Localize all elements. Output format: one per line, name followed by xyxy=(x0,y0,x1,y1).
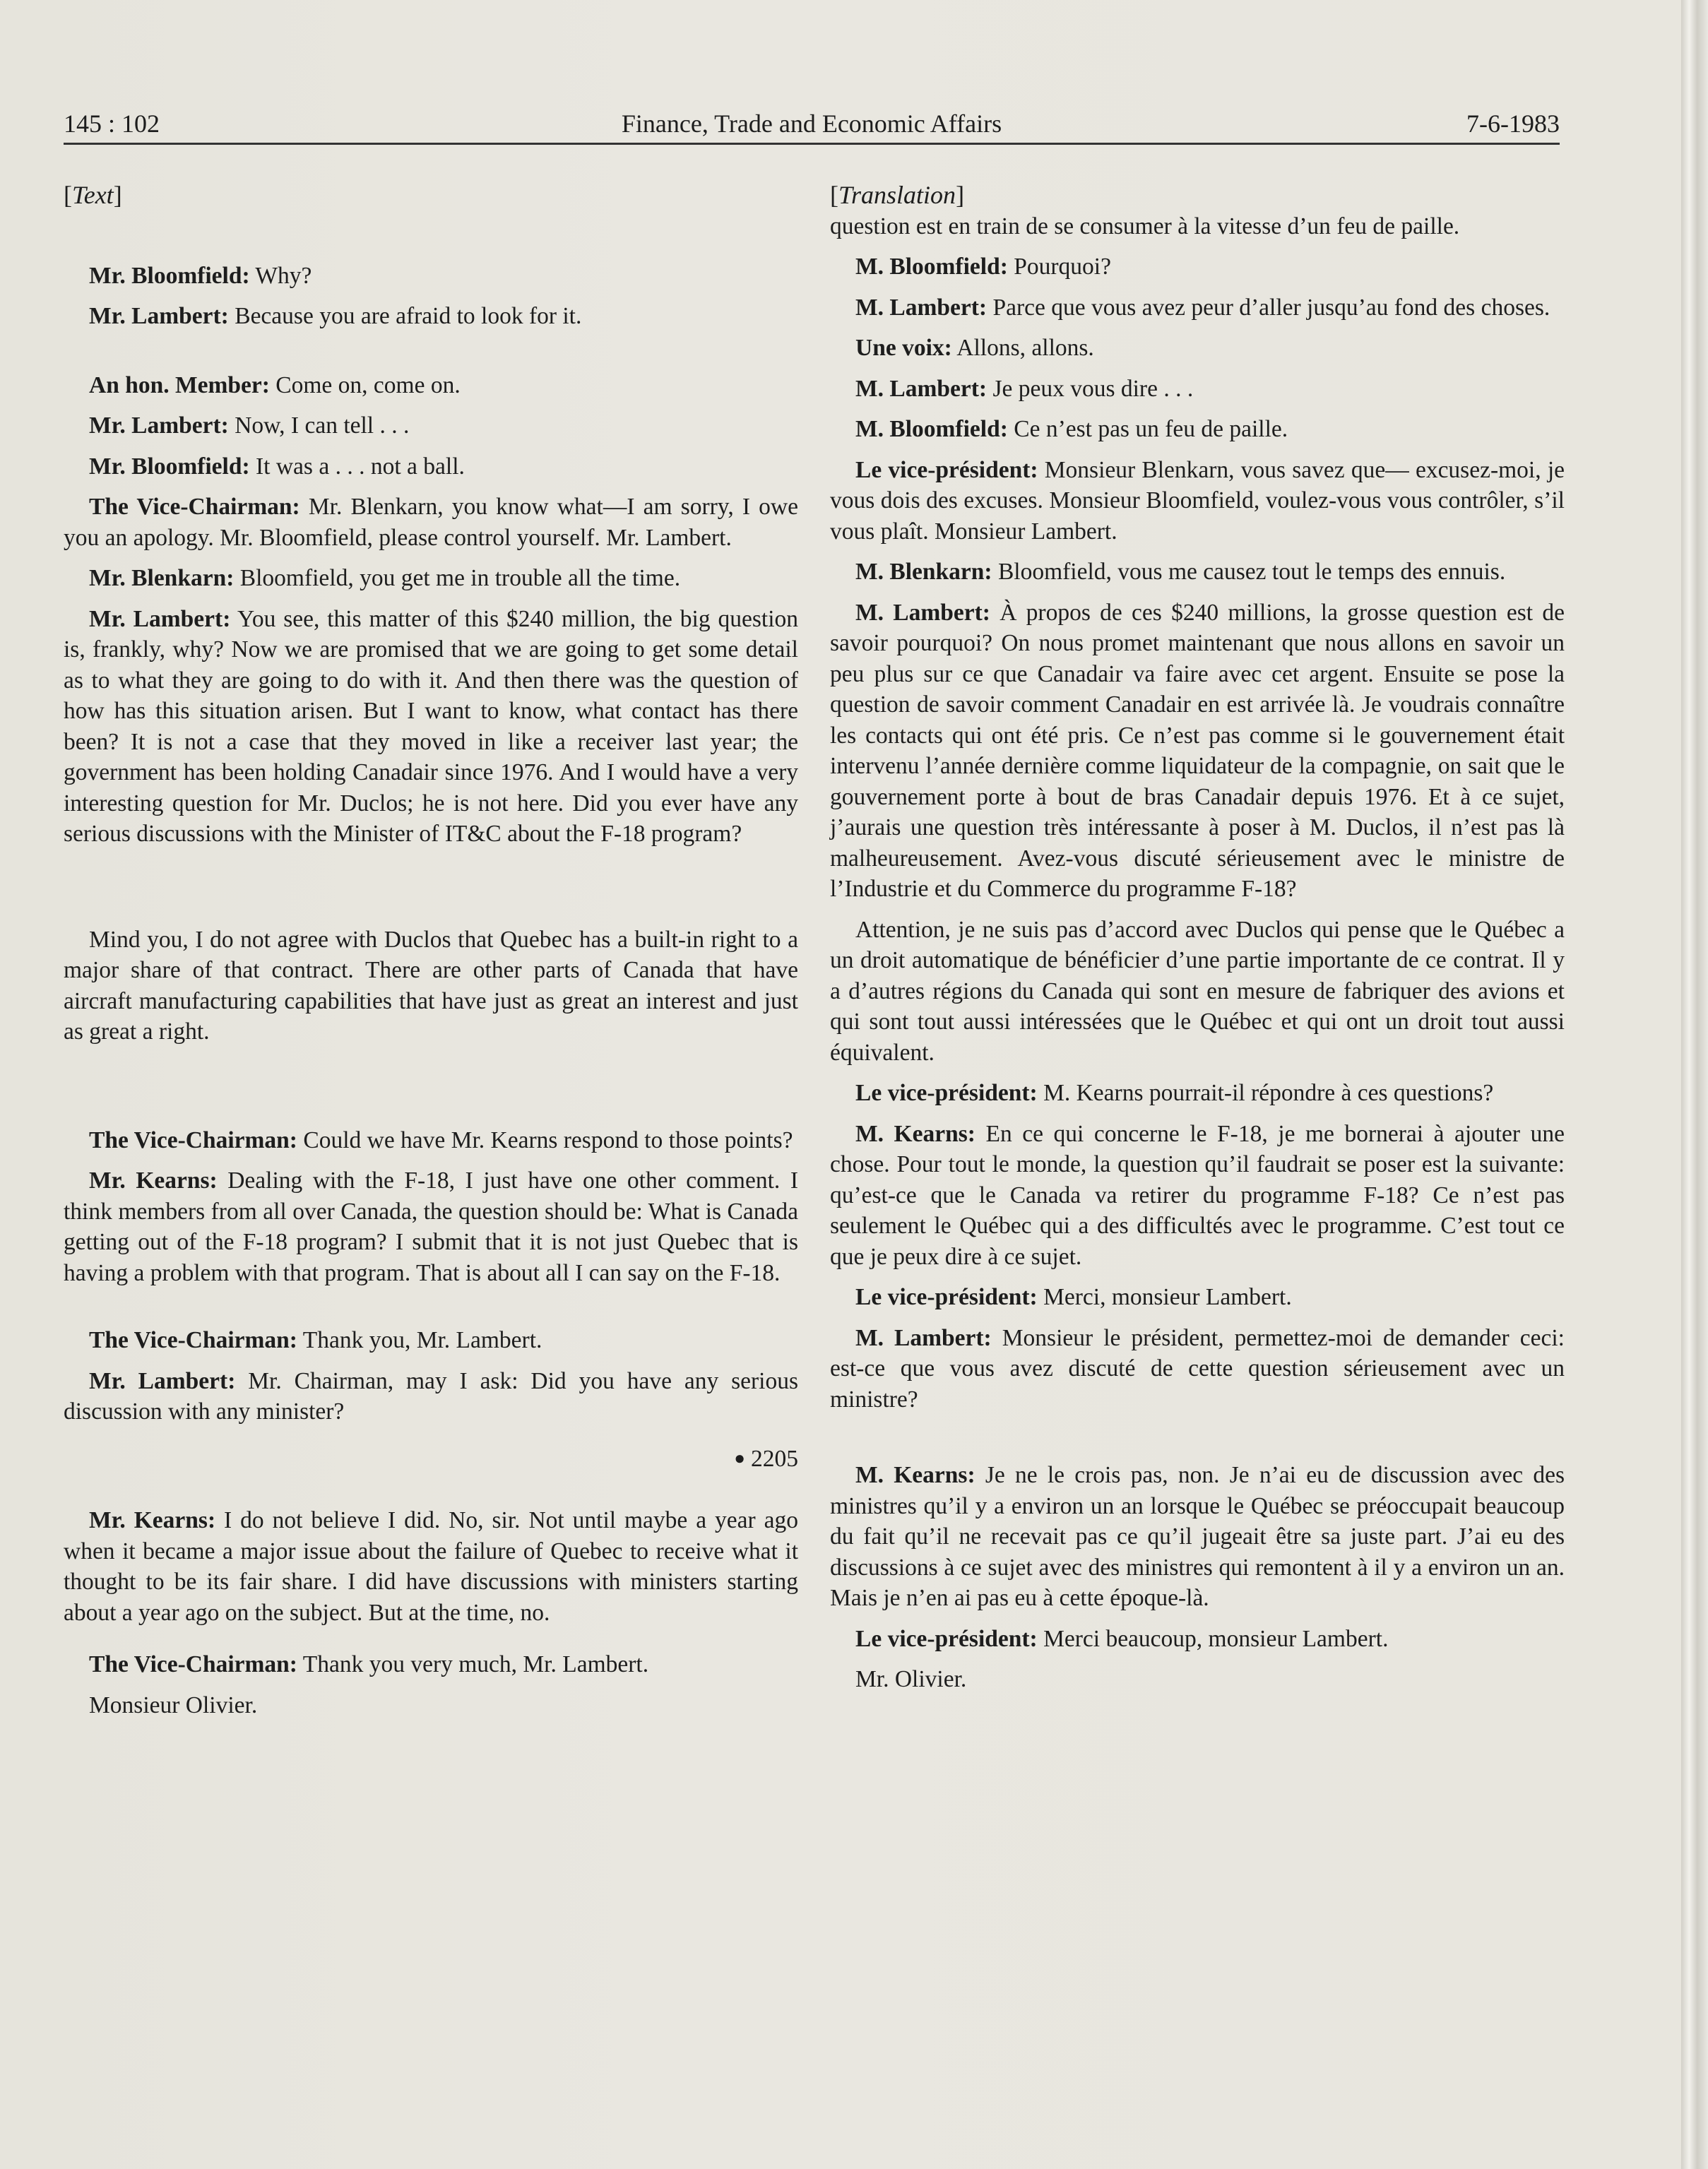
speech-text: Now, I can tell . . . xyxy=(228,412,410,439)
running-title: Finance, Trade and Economic Affairs xyxy=(621,109,1002,138)
speech-text: Monsieur Blenkarn, vous savez que— excusez-moi, je vous dois des excuses. Monsieur Bloomfield, voulez-vous vous contrôler, s’il vous plaît. Monsieur Lambert. xyxy=(830,456,1565,545)
speech-text: Mr. Chairman, may I ask: Did you have any serious discussion with any minister? xyxy=(64,1367,798,1425)
speech-paragraph xyxy=(830,211,1565,242)
speech-text: Parce que vous avez peur d’aller jusqu’au fond des choses. xyxy=(987,294,1550,321)
speech-paragraph xyxy=(64,492,798,553)
speaker-name: M. Bloomfield: xyxy=(855,416,1008,442)
speech-paragraph xyxy=(830,1078,1565,1109)
speech-text: Bloomfield, vous me causez tout le temps des ennuis. xyxy=(992,559,1506,585)
speech-text: Merci, monsieur Lambert. xyxy=(1037,1284,1292,1310)
page-number: 145 : 102 xyxy=(64,109,160,138)
speech-paragraph xyxy=(830,1624,1565,1655)
speech-paragraph xyxy=(64,451,798,482)
speech-paragraph xyxy=(64,563,798,594)
speech-paragraph xyxy=(830,1664,1565,1695)
speech-text: Could we have Mr. Kearns respond to those points? xyxy=(297,1127,793,1153)
speech-paragraph xyxy=(830,455,1565,547)
speech-paragraph xyxy=(830,374,1565,405)
speaker-name: The Vice-Chairman: xyxy=(89,1651,297,1677)
speech-text: Why? xyxy=(249,262,312,289)
speech-text: À propos de ces $240 millions, la grosse question est de savoir pourquoi? On nous promet maintenant que nous allons en savoir un peu plus sur ce que Canadair va faire avec cet argent. Ensuite se pose la question de savoir comment Canadair en est arrivée là. Je voudrais connaître les contacts qui ont été pris. Ce n’est pas comme si le gouvernement était intervenu l’année dernière comme liquidateur de la compagnie, on sait que le gouvernement porte à bout de bras Canadair depuis 1976. Et à ce sujet, j’aurais une question très intéressante à poser à M. Duclos, il n’est pas là malheureusement. Avez-vous discuté sérieusement avec le ministre de l’Industrie et du Commerce du programme F-18? xyxy=(830,599,1565,902)
speech-text: Pourquoi? xyxy=(1007,254,1111,280)
speech-text: I do not believe I did. No, sir. Not until maybe a year ago when it became a major issue about the failure of Quebec to receive what it thought to be its fair share. I did have discussions with ministers starting about a year ago on the subject. But at the time, no. xyxy=(64,1507,798,1626)
speaker-name: Mr. Bloomfield: xyxy=(89,262,250,289)
speech-text: Come on, come on. xyxy=(269,372,461,398)
speech-text: Je peux vous dire . . . xyxy=(987,375,1194,402)
text-column-french xyxy=(830,180,1565,1705)
speech-paragraph xyxy=(830,414,1565,445)
speech-text: It was a . . . not a ball. xyxy=(249,453,465,480)
speaker-name: Mr. Blenkarn: xyxy=(89,565,235,591)
speech-paragraph xyxy=(64,604,798,850)
speech-paragraph xyxy=(830,557,1565,588)
speech-paragraph xyxy=(830,1323,1565,1415)
speaker-name: Le vice-président: xyxy=(855,1080,1038,1106)
speaker-name: M. Kearns: xyxy=(855,1462,975,1488)
speaker-name: M. Blenkarn: xyxy=(855,559,992,585)
speech-paragraph xyxy=(830,598,1565,905)
speech-paragraph xyxy=(830,1119,1565,1273)
speech-paragraph xyxy=(64,1125,798,1156)
speech-paragraph xyxy=(64,410,798,441)
speech-paragraph xyxy=(64,1366,798,1427)
speech-text: Because you are afraid to look for it. xyxy=(228,303,582,329)
speech-text: Monsieur le président, permettez-moi de demander ceci: est-ce que vous avez discuté de cette question sérieusement avec un ministre? xyxy=(830,1324,1565,1413)
page-date: 7-6-1983 xyxy=(1466,109,1560,138)
speech-paragraph xyxy=(830,292,1565,323)
speaker-name: M. Kearns: xyxy=(855,1120,975,1147)
speech-paragraph xyxy=(64,1165,798,1288)
speaker-name: Le vice-président: xyxy=(855,456,1038,483)
speaker-name: The Vice-Chairman: xyxy=(89,494,300,520)
speech-text: Mr. Blenkarn, you know what—I am sorry, I owe you an apology. Mr. Bloomfield, please control yourself. Mr. Lambert. xyxy=(64,494,798,551)
speaker-name: Le vice-président: xyxy=(855,1284,1038,1310)
speech-paragraph xyxy=(830,1460,1565,1614)
speech-text: Thank you very much, Mr. Lambert. xyxy=(297,1651,649,1677)
speaker-name: Le vice-président: xyxy=(855,1625,1038,1652)
speech-paragraph xyxy=(64,1505,798,1628)
speech-text: M. Kearns pourrait-il répondre à ces questions? xyxy=(1037,1080,1494,1106)
speaker-name: Mr. Bloomfield: xyxy=(89,453,250,480)
speaker-name: Mr. Lambert: xyxy=(89,605,231,632)
speech-text: Mr. Olivier. xyxy=(855,1666,967,1692)
speaker-name: Mr. Lambert: xyxy=(89,1367,236,1394)
speech-text: Bloomfield, you get me in trouble all the time. xyxy=(234,565,681,591)
speech-text: Mind you, I do not agree with Duclos that Quebec has a built-in right to a major share of that contract. There are other parts of Canada that have aircraft manufacturing capabilities that have just as great an interest and just as great a right. xyxy=(64,926,798,1045)
speaker-name: The Vice-Chairman: xyxy=(89,1127,297,1153)
speaker-name: M. Lambert: xyxy=(855,599,990,626)
bullet-icon: ● xyxy=(734,1447,745,1468)
speech-text: question est en train de se consumer à la vitesse d’un feu de paille. xyxy=(830,213,1460,239)
speech-paragraph xyxy=(64,1649,798,1680)
speech-paragraph xyxy=(64,301,798,332)
speaker-name: M. Lambert: xyxy=(855,1324,992,1351)
speech-paragraph xyxy=(64,925,798,1047)
speaker-name: Une voix: xyxy=(855,335,952,361)
speaker-name: Mr. Kearns: xyxy=(89,1167,218,1194)
speech-text: Thank you, Mr. Lambert. xyxy=(297,1327,542,1353)
speech-paragraph xyxy=(830,333,1565,364)
speech-text: En ce qui concerne le F-18, je me bornerai à ajouter une chose. Pour tout le monde, la question qu’il faudrait se poser est la suivante: qu’est-ce que le Canada va retirer du programme F-18? Ce n’est pas seulement le Québec qui a des difficultés avec le programme. C’est tout ce que je peux dire à ce sujet. xyxy=(830,1120,1565,1270)
speech-paragraph xyxy=(830,1282,1565,1313)
speech-text: Attention, je ne suis pas d’accord avec Duclos qui pense que le Québec a un droit automatique de bénéficier d’une partie importante de ce contrat. Il y a d’autres régions du Canada qui sont en mesure de fabriquer des avions et qui sont tout aussi intéressées que le Québec et qui ont un droit tout aussi équivalent. xyxy=(830,916,1565,1066)
speech-paragraph xyxy=(830,915,1565,1069)
speech-text: Ce n’est pas un feu de paille. xyxy=(1007,416,1288,442)
column-label-text: [Text] xyxy=(64,181,122,209)
speaker-name: M. Bloomfield: xyxy=(855,254,1008,280)
speaker-name: An hon. Member: xyxy=(89,372,270,398)
speaker-name: The Vice-Chairman: xyxy=(89,1327,297,1353)
page-header xyxy=(64,106,1560,145)
speech-paragraph xyxy=(64,1690,798,1721)
speaker-name: Mr. Kearns: xyxy=(89,1507,216,1533)
speech-text: You see, this matter of this $240 million, the big question is, frankly, why? Now we are promised that we are going to get some detail as to what they are going to do with it. And then there was the question of how has this situation arisen. But I want to know, what contact has there been? It is not a case that they moved in like a receiver last year; the government has been holding Canadair since 1976. And I would have a very interesting question for Mr. Duclos; he is not here. Did you ever have any serious discussions with the Minister of IT&C about the F-18 program? xyxy=(64,605,799,847)
speech-text: Dealing with the F-18, I just have one other comment. I think members from all over Canada, the question should be: What is Canada getting out of the F-18 program? I submit that it is not just Quebec that is having a problem with that program. That is about all I can say on the F-18. xyxy=(64,1167,798,1286)
speaker-name: M. Lambert: xyxy=(855,294,988,321)
speaker-name: M. Lambert: xyxy=(855,375,988,402)
speaker-name: Mr. Lambert: xyxy=(89,303,229,329)
speech-paragraph xyxy=(64,261,798,292)
page-edge xyxy=(1681,0,1708,2169)
speech-paragraph xyxy=(64,1325,798,1356)
speech-text: Allons, allons. xyxy=(951,335,1094,361)
speech-text: Je ne le crois pas, non. Je n’ai eu de discussion avec des ministres qu’il y a environ un an lorsque le Québec se préoccupait beaucoup du fait qu’il ne recevait pas ce qu’il jugeait être sa juste part. J’ai eu des discussions à ce sujet avec des ministres qui remontent à il y a environ un an. Mais je n’en ai pas eu à cette époque-là. xyxy=(830,1462,1565,1611)
speech-text: Merci beaucoup, monsieur Lambert. xyxy=(1037,1625,1389,1652)
text-column-english xyxy=(64,180,798,1730)
time-marker: ● 2205 xyxy=(734,1445,798,1472)
speaker-name: Mr. Lambert: xyxy=(89,412,229,439)
speech-text: Monsieur Olivier. xyxy=(89,1692,258,1718)
speech-paragraph xyxy=(830,251,1565,283)
speech-paragraph xyxy=(64,370,798,401)
column-label-translation: [Translation] xyxy=(830,181,965,209)
